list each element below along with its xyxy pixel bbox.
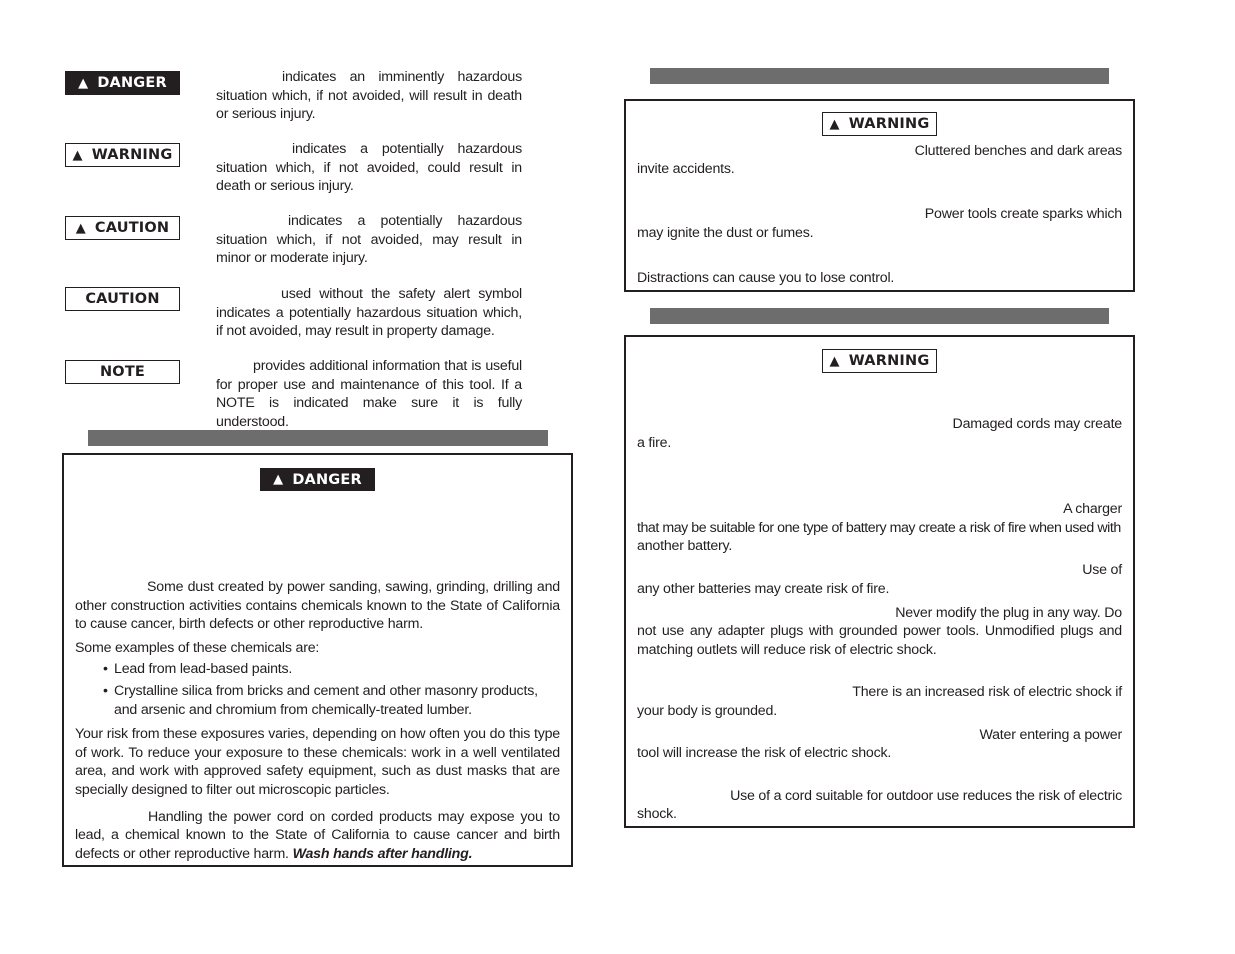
text-line: and arsenic and chromium from chemically-treated lumber. (114, 701, 472, 718)
desc-line: if not avoided, may result in property damage. (216, 323, 495, 340)
text-line: not use any adapter plugs with grounded power tools. Unmodified plugs and (637, 623, 1122, 639)
text-line: Some dust created by power sanding, sawing, grinding, drilling and (147, 579, 560, 595)
text-line: Use of (1082, 562, 1122, 578)
desc-line: used without the safety alert symbol (281, 286, 522, 302)
examples-intro: Some examples of these chemicals are: (75, 639, 320, 656)
desc-line: indicates a potentially hazardous (288, 213, 522, 229)
badge-label: DANGER (97, 75, 167, 91)
paragraph (75, 578, 560, 634)
warning-badge (65, 143, 180, 167)
text-line: to cause cancer, birth defects or other reproductive harm. (75, 616, 423, 633)
text-line: of work. To reduce your exposure to these chemicals: work in a well ventilated (75, 744, 560, 761)
badge-label: WARNING (848, 116, 930, 132)
text-line: other construction activities contains chemicals known to the State of California (75, 597, 560, 614)
desc-line: provides additional information that is useful (253, 358, 522, 374)
badge-label: CAUTION (85, 291, 160, 307)
text-line: Handling the power cord on corded products may expose you to (148, 808, 560, 825)
desc-line: indicates a potentially hazardous (292, 141, 522, 157)
caution-badge (65, 216, 180, 240)
bullet-item (75, 660, 560, 679)
desc-line: indicates a potentially hazardous situation which, (216, 304, 522, 321)
paragraph (75, 808, 560, 864)
paragraph (75, 725, 560, 799)
desc-line: for proper use and maintenance of this tool. If a (216, 376, 522, 393)
text-line: Your risk from these exposures varies, depending on how often you do this type (75, 726, 560, 743)
wash-hands-emphasis: Wash hands after handling. (292, 845, 473, 862)
badge-label: CAUTION (94, 220, 170, 236)
text-line: matching outlets will reduce risk of electric shock. (637, 642, 937, 658)
danger-description (216, 68, 522, 124)
bullet-item (75, 682, 560, 719)
badge-label: WARNING (91, 147, 173, 163)
text-line: Use of a cord suitable for outdoor use reduces the risk of electric (730, 788, 1122, 804)
text-line: Never modify the plug in any way. Do (895, 605, 1122, 621)
warning-triangle-icon: ▲ (72, 147, 83, 163)
caution-description (216, 212, 522, 268)
warning-description (216, 140, 522, 196)
section-header-bar (650, 308, 1109, 324)
text-line: There is an increased risk of electric shock if (852, 684, 1122, 700)
caution-no-symbol-badge (65, 287, 180, 311)
text-line: Power tools create sparks which (924, 206, 1122, 222)
section-header-bar (88, 430, 548, 446)
desc-line: situation which, if not avoided, could result in (216, 159, 522, 176)
desc-line: NOTE is indicated make sure it is fully understood. (216, 395, 522, 430)
warning-triangle-icon: ▲ (829, 353, 840, 369)
note-description (216, 357, 522, 431)
text-line: Lead from lead-based paints. (114, 661, 293, 678)
badge-label: DANGER (292, 471, 362, 488)
text-line: a fire. (637, 435, 672, 451)
section-header-bar (650, 68, 1109, 84)
text-line: any other batteries may create risk of fire. (637, 581, 890, 597)
text-line: your body is grounded. (637, 703, 777, 719)
text-line (75, 845, 560, 864)
text-line: specially designed to filter out microscopic particles. (75, 781, 390, 798)
text-line: Crystalline silica from bricks and cement and other masonry products, (114, 682, 538, 699)
text-line: Damaged cords may create (952, 416, 1122, 432)
desc-line: situation which, if not avoided, may result in (216, 231, 522, 248)
desc-line: indicates an imminently hazardous (282, 69, 522, 85)
warning-badge (822, 112, 937, 136)
warning-triangle-icon: ▲ (829, 116, 840, 132)
text-line: area, and work with approved safety equipment, such as dust masks that are (75, 763, 560, 780)
text-line: may ignite the dust or fumes. (637, 225, 814, 241)
text-span: defects or other reproductive harm. (75, 845, 289, 862)
desc-line: situation which, if not avoided, will result in death (216, 87, 522, 104)
prop65-body (75, 578, 560, 863)
text-line: tool will increase the risk of electric shock. (637, 745, 892, 761)
desc-line: or serious injury. (216, 106, 316, 123)
text-line: Cluttered benches and dark areas (914, 143, 1122, 159)
text-line: A charger (1063, 501, 1122, 517)
warning-triangle-icon: ▲ (75, 220, 86, 236)
danger-badge (65, 71, 180, 95)
text-line: another battery. (637, 538, 733, 554)
text-line: invite accidents. (637, 161, 735, 177)
text-line: shock. (637, 806, 677, 822)
warning-badge (822, 349, 937, 373)
badge-label: WARNING (848, 353, 930, 369)
bullet-icon: • (103, 661, 108, 678)
text-line: Distractions can cause you to lose control. (637, 270, 895, 286)
badge-label: NOTE (99, 364, 146, 380)
desc-line: minor or moderate injury. (216, 250, 368, 267)
danger-badge (260, 468, 375, 491)
text-line: Water entering a power (979, 727, 1122, 743)
desc-line: death or serious injury. (216, 178, 354, 195)
text-line: that may be suitable for one type of battery may create a risk of fire when used with (637, 520, 1121, 536)
note-badge (65, 360, 180, 384)
caution-no-symbol-description (216, 285, 522, 341)
warning-triangle-icon: ▲ (273, 472, 284, 487)
warning-triangle-icon: ▲ (78, 75, 89, 91)
bullet-icon: • (103, 682, 108, 699)
text-line: lead, a chemical known to the State of California to cause cancer and birth (75, 827, 560, 844)
